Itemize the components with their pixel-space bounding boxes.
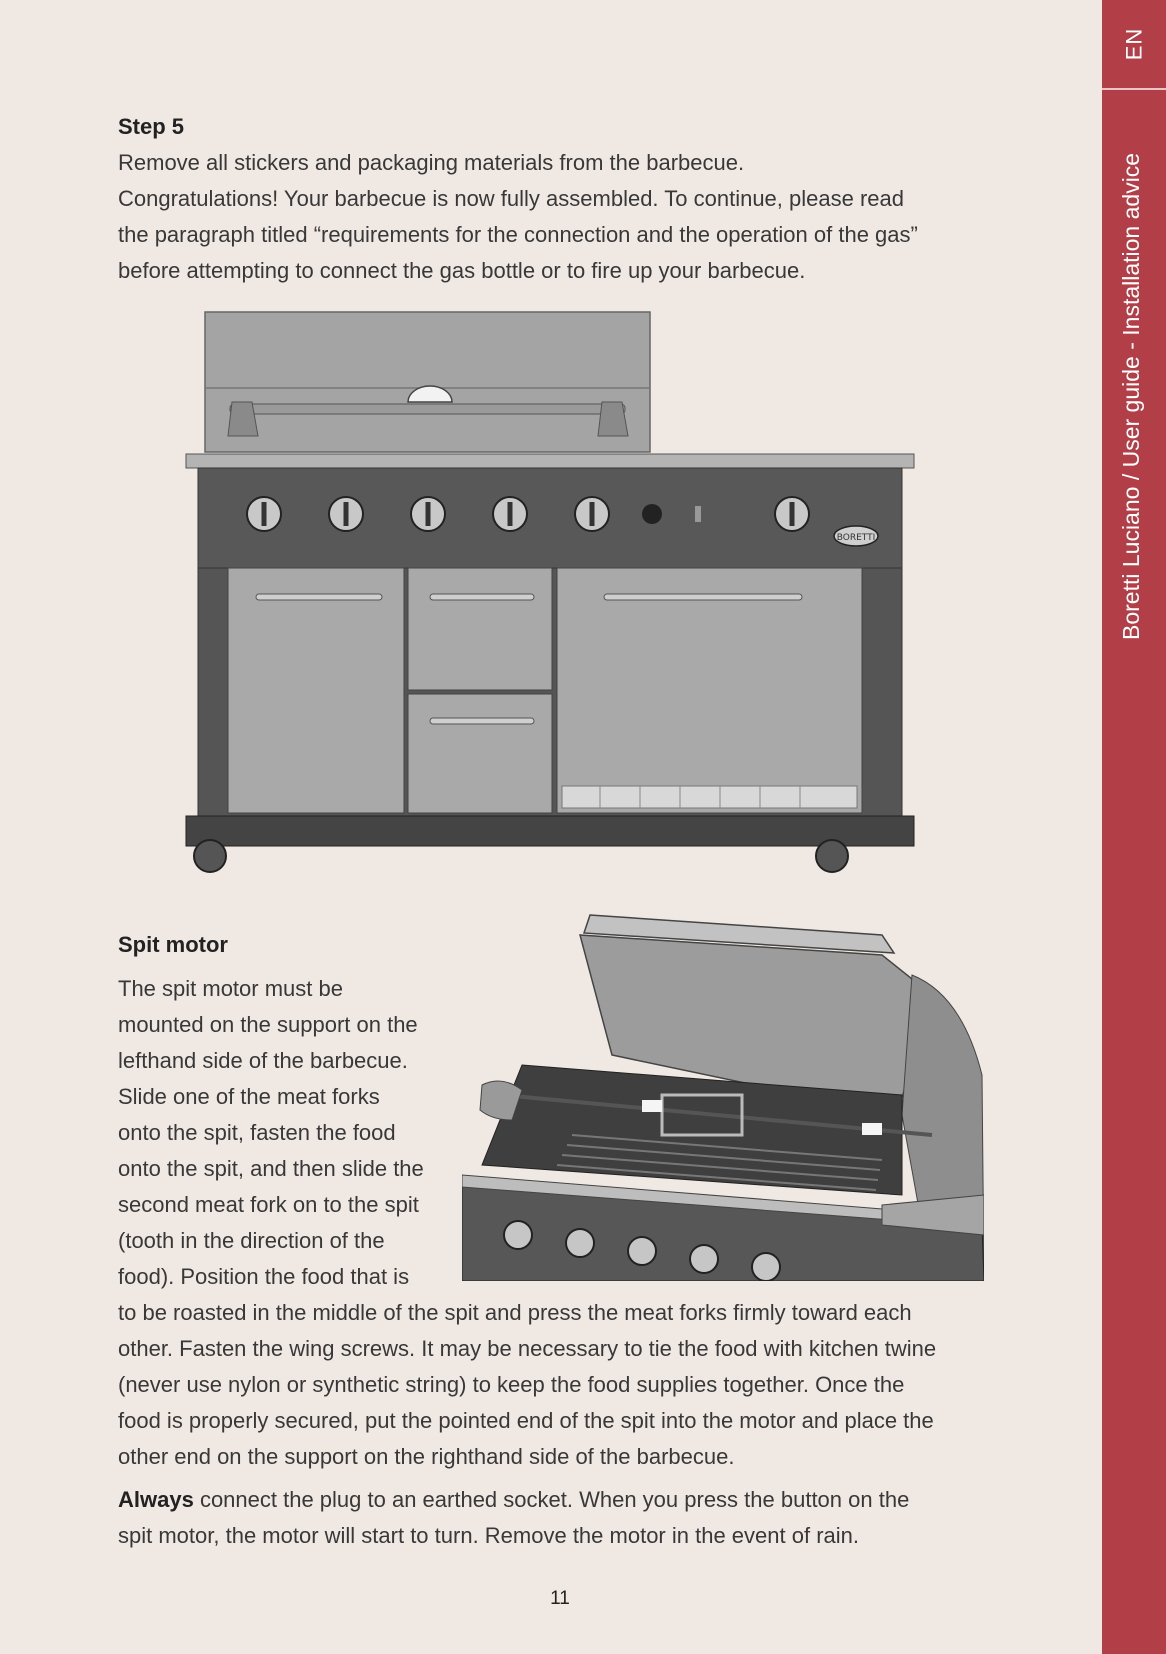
spit-motor-line: (never use nylon or synthetic string) to keep the food supplies together. Once the <box>118 1372 905 1397</box>
spit-motor-heading: Spit motor <box>118 932 228 957</box>
rotisserie-figure <box>462 905 984 1281</box>
caster-wheel-icon <box>816 840 848 872</box>
lid-handle <box>230 404 625 414</box>
language-tab <box>1102 0 1166 90</box>
spit-motor-line: other. Fasten the wing screws. It may be necessary to tie the food with kitchen twine <box>118 1336 937 1361</box>
spit-motor-line: food is properly secured, put the pointed end of the spit into the motor and place the <box>118 1408 934 1433</box>
step5-heading: Step 5 <box>118 114 185 139</box>
spit-motor-line: to be roasted in the middle of the spit and press the meat forks firmly toward each <box>118 1300 912 1325</box>
knob-icon <box>566 1229 594 1257</box>
step5-line-4: before attempting to connect the gas bottle or to fire up your barbecue. <box>118 258 806 283</box>
step5-line-1: Remove all stickers and packaging materials from the barbecue. <box>118 150 745 175</box>
always-rest: connect the plug to an earthed socket. When you press the button on the <box>193 1487 910 1512</box>
step5-line-3: the paragraph titled “requirements for the connection and the operation of the gas” <box>118 222 918 247</box>
spit-motor-line: mounted on the support on the <box>118 1012 418 1037</box>
spit-motor-line: second meat fork on to the spit <box>118 1192 419 1217</box>
spit-motor-line: Slide one of the meat forks <box>118 1084 380 1109</box>
spit-motor-line: other end on the support on the righthand side of the barbecue. <box>118 1444 735 1469</box>
always-line-1 <box>118 1482 909 1518</box>
page-number: 11 <box>550 1588 570 1609</box>
spit-motor-line: onto the spit, fasten the food <box>118 1120 396 1145</box>
barbecue-front-figure <box>180 308 920 878</box>
knob-icon <box>690 1245 718 1273</box>
upper-drawer <box>408 568 552 690</box>
right-door <box>557 568 862 813</box>
brand-logo: BORETTI <box>836 533 876 543</box>
spit-motor-line: onto the spit, and then slide the <box>118 1156 424 1181</box>
left-door <box>228 568 404 813</box>
sidebar <box>1102 0 1166 1654</box>
running-title: Boretti Luciano / User guide - Installation advice <box>1118 152 1144 640</box>
lower-drawer <box>408 694 552 813</box>
spit-motor-line: (tooth in the direction of the <box>118 1228 385 1253</box>
base <box>186 816 914 846</box>
ignition-icon <box>642 504 662 524</box>
lid <box>205 312 650 452</box>
always-bold: Always <box>118 1487 194 1512</box>
spit-motor-line: food). Position the food that is <box>118 1264 410 1289</box>
countertop <box>186 454 914 468</box>
knob-icon <box>628 1237 656 1265</box>
step5-line-2: Congratulations! Your barbecue is now fully assembled. To continue, please read <box>118 186 904 211</box>
caster-wheel-icon <box>194 840 226 872</box>
always-line-2: spit motor, the motor will start to turn. Remove the motor in the event of rain. <box>118 1523 859 1548</box>
knob-icon <box>752 1253 780 1281</box>
language-label: EN <box>1121 27 1146 61</box>
knob-icon <box>504 1221 532 1249</box>
spit-motor-line: lefthand side of the barbecue. <box>118 1048 408 1073</box>
spit-motor-line: The spit motor must be <box>118 976 343 1001</box>
